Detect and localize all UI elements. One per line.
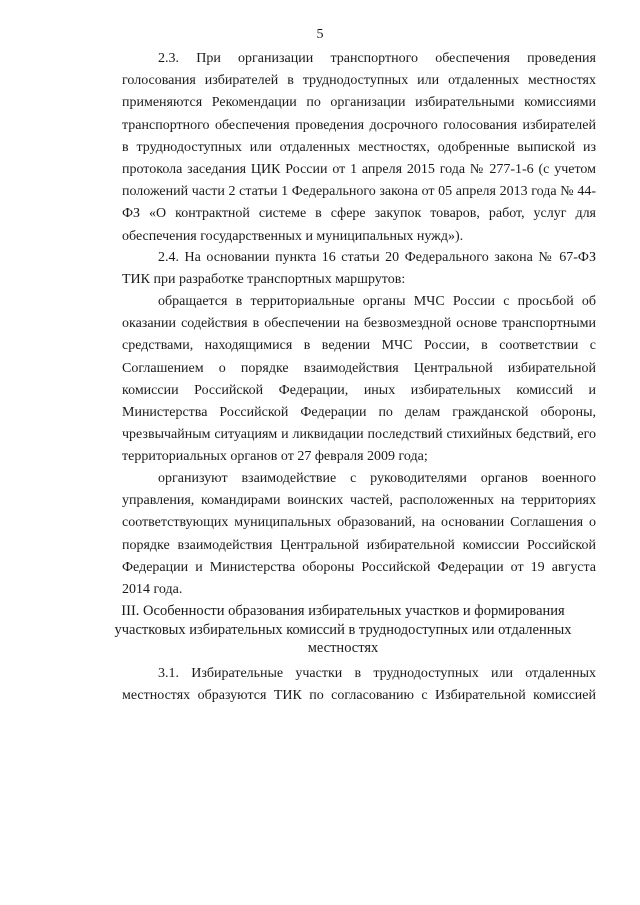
paragraph-text: 2.3. При организации транспортного обеспечения проведения голосования избирателей в труднодоступных или отдаленных местностях применяются Рекомендации по организации избирательными комиссиями транспортного обеспечения проведения досрочного голосования избирателей в труднодоступных или отдаленных местностях, одобренные выпиской из протокола заседания ЦИК России от 1 апреля 2015 года № 277-1-6 (с учетом положений части 2 статьи 1 Федерального закона от 05 апреля 2013 года № 44-ФЗ «О контрактной системе в сфере закупок товаров, работ, услуг для обеспечения государственных и муниципальных нужд»). bbox=[122, 51, 596, 244]
paragraph-text: обращается в территориальные органы МЧС России с просьбой об оказании содействия в обеспечении на безвозмездной основе транспортными средствами, находящимися в ведении МЧС России, в соответствии с Соглашением о порядке взаимодействия Центральной избирательной комиссии Российской Федерации, иных избирательных комиссий и Министерства Российской Федерации по делам гражданской обороны, чрезвычайным ситуациям и ликвидации последствий стихийных бедствий, его территориальных органов от 27 февраля 2009 года; bbox=[122, 294, 596, 465]
page-number: 5 bbox=[316, 27, 324, 42]
paragraph-military bbox=[122, 468, 596, 601]
section-heading-line: III. Особенности образования избирательных участков и формирования bbox=[121, 603, 565, 619]
paragraph-2-4 bbox=[122, 247, 596, 291]
paragraph-2-3 bbox=[122, 48, 596, 248]
paragraph-text: 3.1. Избирательные участки в труднодоступных или отдаленных местностях образуются ТИК по согласованию с Избирательной комиссией bbox=[122, 666, 596, 704]
paragraph-text: 2.4. На основании пункта 16 статьи 20 Федерального закона № 67-ФЗ ТИК при разработке транспортных маршрутов: bbox=[122, 250, 596, 288]
section-heading bbox=[108, 602, 578, 658]
section-heading-line: местностях bbox=[307, 640, 379, 656]
section-heading-line: участковых избирательных комиссий в труднодоступных или отдаленных bbox=[114, 621, 572, 638]
paragraph-text: организуют взаимодействие с руководителями органов военного управления, командирами воинских частей, расположенных на территориях соответствующих муниципальных образований, на основании Соглашения о порядке взаимодействия Центральной избирательной комиссии Российской Федерации и Министерства обороны Российской Федерации от 19 августа 2014 года. bbox=[122, 471, 596, 598]
paragraph-3-1 bbox=[122, 663, 596, 707]
paragraph-mchs bbox=[122, 291, 596, 469]
